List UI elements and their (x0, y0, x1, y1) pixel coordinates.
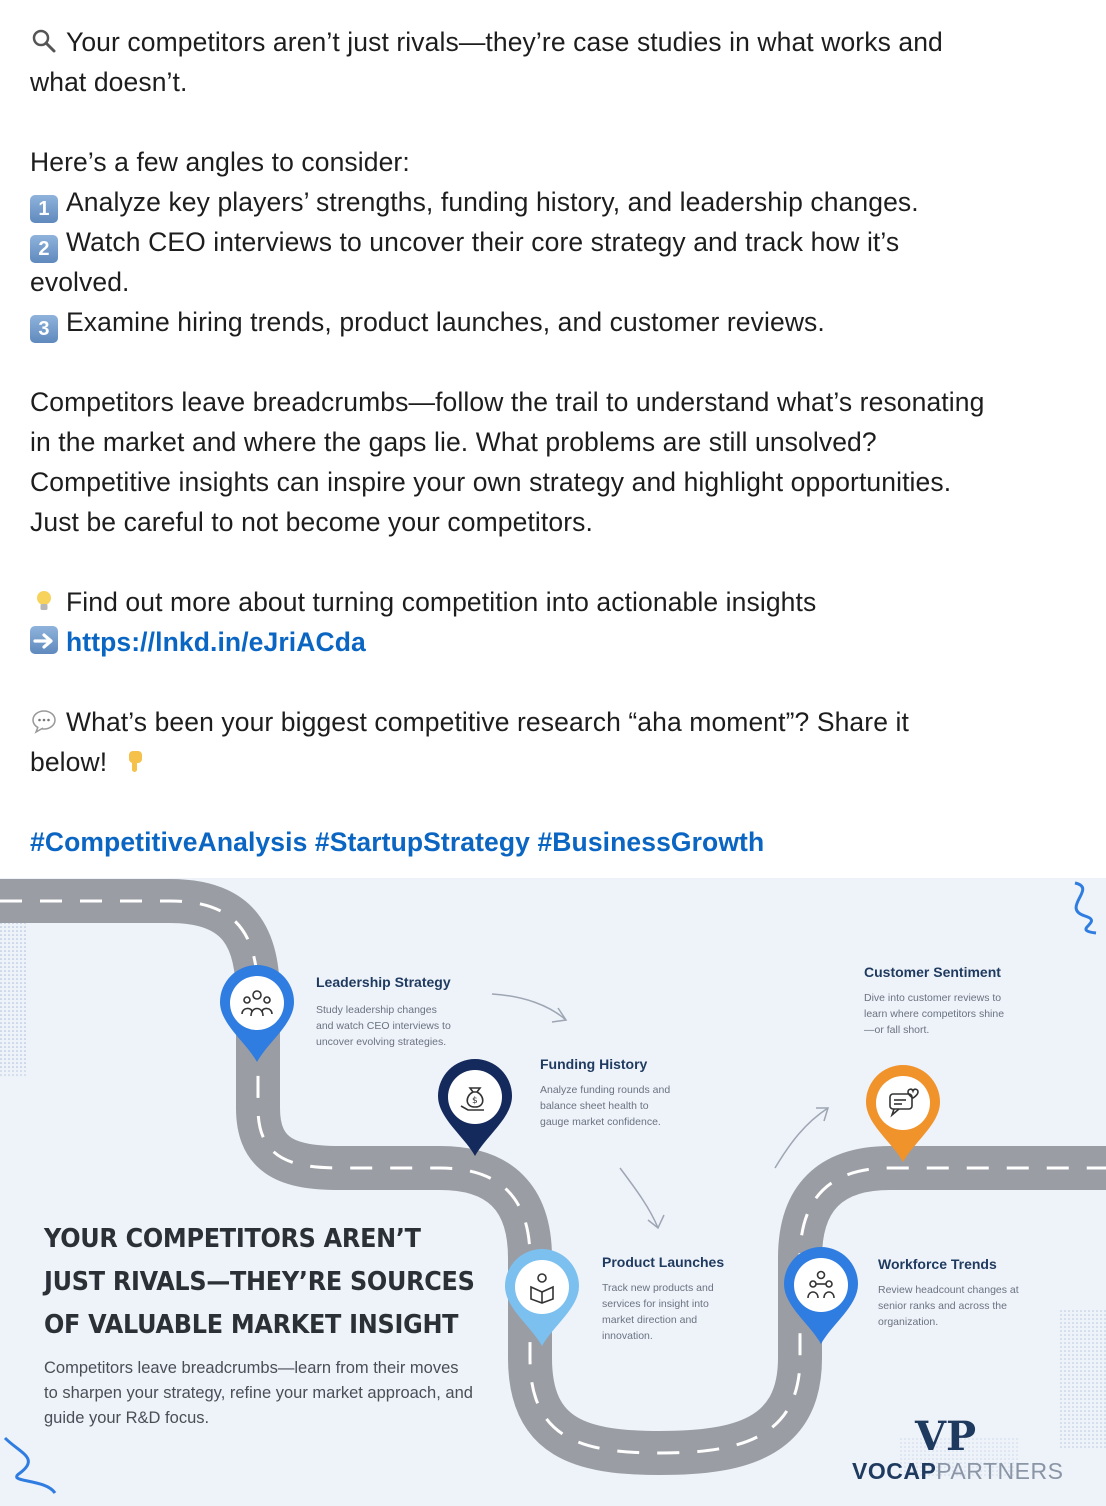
post-line (30, 742, 1090, 782)
keycap-two-icon: 2 (30, 235, 58, 263)
post-line (30, 622, 1090, 662)
logo-bold: VOCAP (852, 1458, 937, 1484)
post-point (30, 302, 1090, 342)
money-bag-icon (448, 1070, 502, 1124)
post-line (30, 822, 1090, 862)
post-line-text: Your competitors aren’t just rivals—they’re case studies in what works and (66, 27, 943, 57)
headline-line: OF VALUABLE MARKET INSIGHT (44, 1310, 459, 1340)
team-icon (230, 976, 284, 1030)
pin-funding (434, 1056, 516, 1156)
pointing-down-icon (121, 746, 149, 774)
step-desc-product: Track new products and services for insight into market direction and innovation. (602, 1282, 714, 1342)
lightbulb-icon (30, 586, 58, 614)
step-desc-funding: Analyze funding rounds and balance sheet health to gauge market confidence. (540, 1084, 671, 1128)
hashtags[interactable]: #CompetitiveAnalysis #StartupStrategy #BusinessGrowth (30, 827, 765, 857)
paragraph-text: Competitors leave breadcrumbs—follow the trail to understand what’s resonating (30, 387, 985, 417)
question-text: below! (30, 747, 108, 777)
workforce-icon (794, 1258, 848, 1312)
article-link[interactable]: https://lnkd.in/eJriACda (66, 627, 366, 657)
step-desc-workforce: Review headcount changes at senior ranks and across the organization. (878, 1284, 1019, 1328)
post-line (30, 382, 1090, 422)
headline-line: JUST RIVALS—THEY’RE SOURCES (44, 1267, 475, 1297)
keycap-one-icon: 1 (30, 195, 58, 223)
question-text: What’s been your biggest competitive research “aha moment”? Share it (66, 707, 909, 737)
post-intro: Here’s a few angles to consider: (30, 147, 410, 177)
post-line (30, 142, 1090, 182)
svg-text:$: $ (472, 1096, 478, 1106)
logo-mark: VP (915, 1413, 977, 1460)
post-line (30, 262, 1090, 302)
logo-light: PARTNERS (936, 1458, 1064, 1484)
post-line (30, 582, 1090, 622)
post-line (30, 62, 1090, 102)
magnifier-icon (30, 26, 58, 54)
headline-line: YOUR COMPETITORS AREN’T (44, 1224, 421, 1254)
post-point (30, 222, 1090, 262)
infographic-headline (44, 1218, 486, 1347)
logo-wordmark (852, 1458, 1063, 1485)
post-line (30, 422, 1090, 462)
pin-product (501, 1246, 583, 1346)
step-title-workforce: Workforce Trends (878, 1256, 997, 1272)
find-more-text: Find out more about turning competition into actionable insights (66, 587, 817, 617)
step-title-customer: Customer Sentiment (864, 964, 1001, 980)
right-arrow-icon (30, 626, 58, 654)
point-text: Watch CEO interviews to uncover their core strategy and track how it’s (66, 227, 900, 257)
keycap-three-icon: 3 (30, 315, 58, 343)
post-point (30, 182, 1090, 222)
speech-bubble-icon (30, 706, 58, 734)
point-text: Examine hiring trends, product launches, and customer reviews. (66, 307, 825, 337)
pin-customer (862, 1062, 944, 1162)
infographic-image (0, 878, 1106, 1506)
step-title-leadership: Leadership Strategy (316, 974, 451, 990)
paragraph-text: Competitive insights can inspire your own strategy and highlight opportunities. (30, 467, 952, 497)
post-line (30, 502, 1090, 542)
paragraph-text: in the market and where the gaps lie. What problems are still unsolved? (30, 427, 877, 457)
pin-workforce (780, 1244, 862, 1344)
infographic-subline: Competitors leave breadcrumbs—learn from their moves to sharpen your strategy, refine your market approach, and guide your R&D focus. (44, 1359, 473, 1427)
post-line (30, 462, 1090, 502)
chat-heart-icon (876, 1076, 930, 1130)
post-line-text: what doesn’t. (30, 67, 188, 97)
step-title-funding: Funding History (540, 1056, 648, 1072)
vocap-partners-logo (850, 1410, 1070, 1490)
step-title-product: Product Launches (602, 1254, 725, 1270)
paragraph-text: Just be careful to not become your competitors. (30, 507, 593, 537)
point-text: evolved. (30, 267, 130, 297)
step-desc-leadership: Study leadership changes and watch CEO interviews to uncover evolving strategies. (316, 1004, 451, 1048)
step-desc-customer: Dive into customer reviews to learn where competitors shine—or fall short. (864, 992, 1005, 1036)
point-text: Analyze key players’ strengths, funding history, and leadership changes. (66, 187, 919, 217)
post-text (30, 22, 1090, 862)
post-line (30, 22, 1090, 62)
box-icon (515, 1260, 569, 1314)
pin-leadership (216, 962, 298, 1062)
post-line (30, 702, 1090, 742)
